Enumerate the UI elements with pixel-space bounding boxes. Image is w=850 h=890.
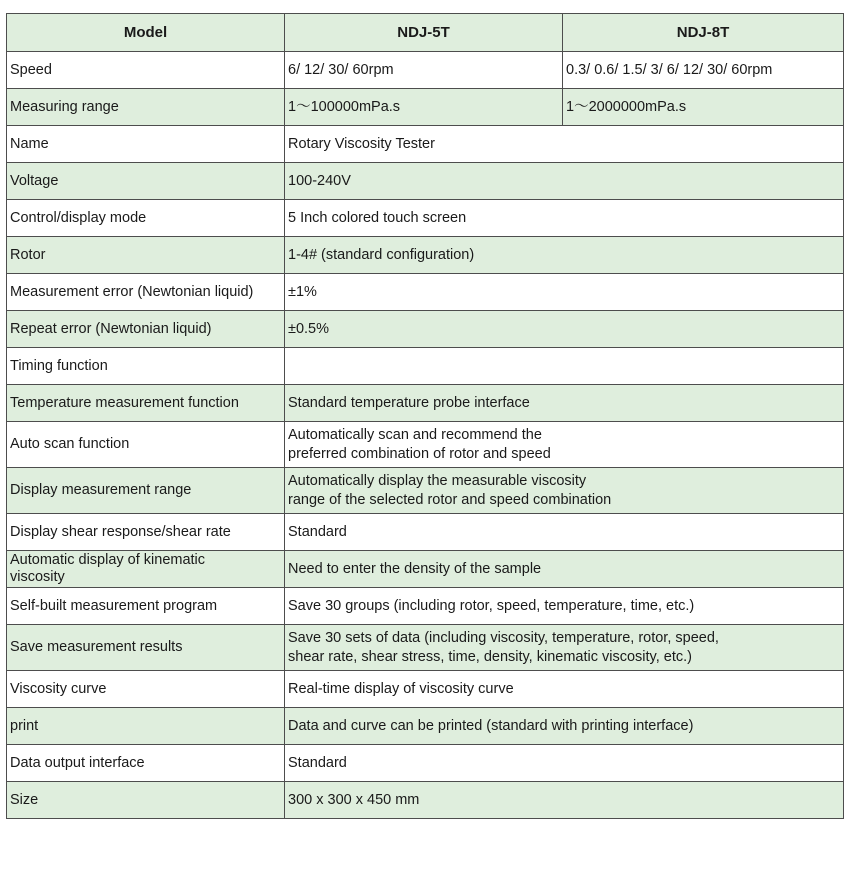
row-label: print	[7, 708, 285, 745]
row-value: Standard temperature probe interface	[285, 385, 844, 422]
row-label: Measurement error (Newtonian liquid)	[7, 274, 285, 311]
row-temperature-measurement	[7, 385, 844, 422]
row-shear-response	[7, 514, 844, 551]
row-label: Measuring range	[7, 89, 285, 126]
header-row	[7, 14, 844, 52]
ndj-5t-value: 1～100000mPa.s	[285, 89, 563, 126]
row-value	[285, 348, 844, 385]
row-label: Auto scan function	[7, 422, 285, 468]
row-size	[7, 782, 844, 819]
row-label: Speed	[7, 52, 285, 89]
ndj-8t-value: 0.3/ 0.6/ 1.5/ 3/ 6/ 12/ 30/ 60rpm	[563, 52, 844, 89]
row-viscosity-curve	[7, 671, 844, 708]
row-label: Voltage	[7, 163, 285, 200]
row-voltage	[7, 163, 844, 200]
spec-table	[6, 13, 844, 819]
row-self-built-program	[7, 588, 844, 625]
row-label: Name	[7, 126, 285, 163]
row-display-measurement-range	[7, 468, 844, 514]
row-label: Self-built measurement program	[7, 588, 285, 625]
row-name	[7, 126, 844, 163]
row-value: Standard	[285, 745, 844, 782]
row-label: Rotor	[7, 237, 285, 274]
row-value: 100-240V	[285, 163, 844, 200]
ndj-5t-value: 6/ 12/ 30/ 60rpm	[285, 52, 563, 89]
row-auto-scan	[7, 422, 844, 468]
header-ndj-5t: NDJ-5T	[285, 14, 563, 52]
row-value: ±0.5%	[285, 311, 844, 348]
row-label: Size	[7, 782, 285, 819]
row-label: Control/display mode	[7, 200, 285, 237]
header-ndj-8t: NDJ-8T	[563, 14, 844, 52]
row-value: Data and curve can be printed (standard with printing interface)	[285, 708, 844, 745]
row-label: Automatic display of kinematic viscosity	[7, 551, 285, 588]
row-control-display-mode	[7, 200, 844, 237]
row-measurement-error	[7, 274, 844, 311]
row-label: Save measurement results	[7, 625, 285, 671]
row-value: 5 Inch colored touch screen	[285, 200, 844, 237]
row-speed	[7, 52, 844, 89]
row-label: Repeat error (Newtonian liquid)	[7, 311, 285, 348]
row-value: Rotary Viscosity Tester	[285, 126, 844, 163]
row-repeat-error	[7, 311, 844, 348]
row-label: Temperature measurement function	[7, 385, 285, 422]
row-rotor	[7, 237, 844, 274]
header-model: Model	[7, 14, 285, 52]
row-value: Save 30 sets of data (including viscosity, temperature, rotor, speed, shear rate, shear stress, time, density, kinematic viscosity, etc.)	[285, 625, 844, 671]
row-label: Display shear response/shear rate	[7, 514, 285, 551]
row-value: Save 30 groups (including rotor, speed, temperature, time, etc.)	[285, 588, 844, 625]
row-value: 300 x 300 x 450 mm	[285, 782, 844, 819]
ndj-8t-value: 1～2000000mPa.s	[563, 89, 844, 126]
row-value: Automatically scan and recommend the preferred combination of rotor and speed	[285, 422, 844, 468]
row-label: Timing function	[7, 348, 285, 385]
row-value: Automatically display the measurable viscosity range of the selected rotor and speed combination	[285, 468, 844, 514]
row-measuring-range	[7, 89, 844, 126]
row-value: Standard	[285, 514, 844, 551]
row-timing-function	[7, 348, 844, 385]
row-label: Viscosity curve	[7, 671, 285, 708]
row-data-output	[7, 745, 844, 782]
row-save-results	[7, 625, 844, 671]
row-value: Real-time display of viscosity curve	[285, 671, 844, 708]
row-kinematic-viscosity	[7, 551, 844, 588]
row-value: 1-4# (standard configuration)	[285, 237, 844, 274]
row-value: ±1%	[285, 274, 844, 311]
row-print	[7, 708, 844, 745]
row-value: Need to enter the density of the sample	[285, 551, 844, 588]
row-label: Display measurement range	[7, 468, 285, 514]
row-label: Data output interface	[7, 745, 285, 782]
